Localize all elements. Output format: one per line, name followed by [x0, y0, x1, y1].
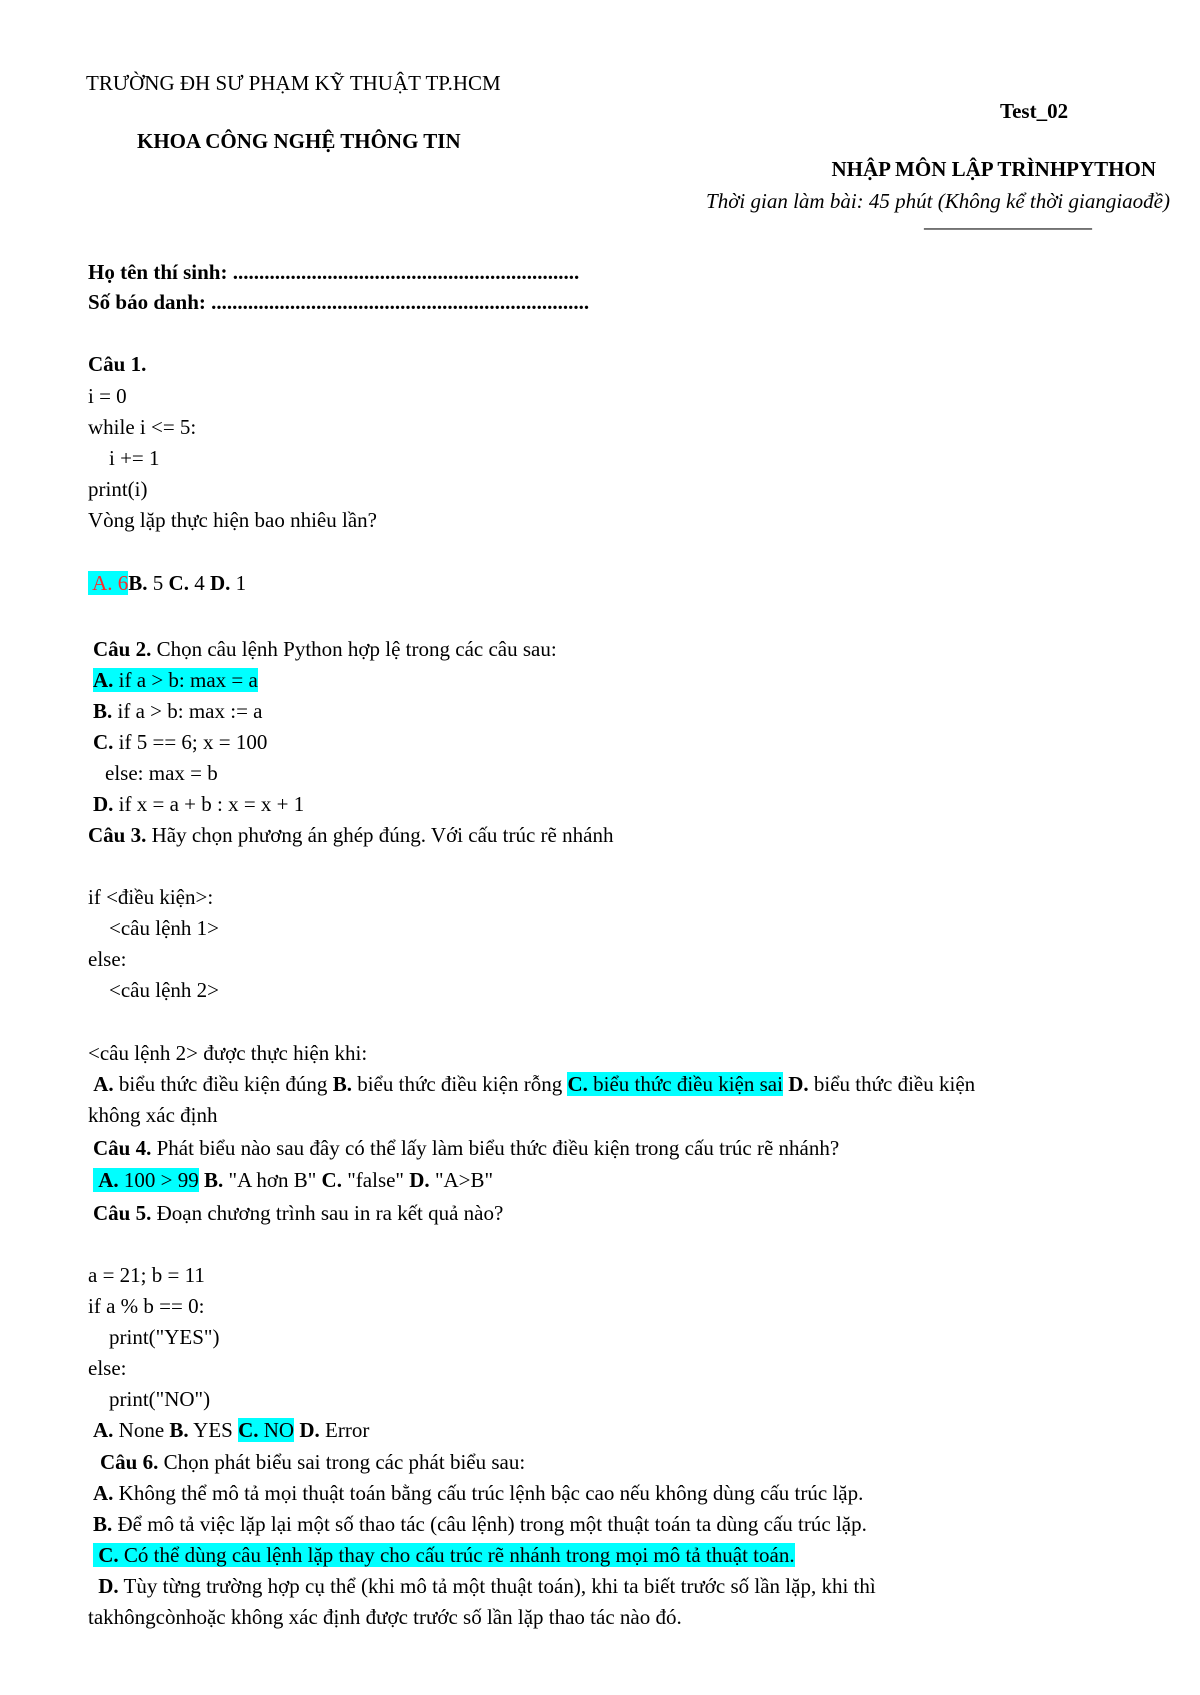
q6-option-b-value: Để mô tả việc lặp lại một số thao tác (câu lệnh) trong một thuật toán ta dùng cấu trúc lặp. — [112, 1512, 867, 1536]
q2-option-d-value: if x = a + b : x = x + 1 — [113, 792, 305, 816]
q1-option-b-key: B. — [128, 571, 148, 595]
candidate-name-label: Họ tên thí sinh: — [88, 260, 233, 284]
q3-code-line: <câu lệnh 2> — [88, 978, 219, 1002]
q6-option-c-value: Có thể dùng câu lệnh lặp thay cho cấu trúc rẽ nhánh trong mọi mô tả thuật toán. — [118, 1543, 795, 1567]
q2-option-b-key: B. — [93, 699, 113, 723]
q1-option-a-key: A. — [92, 571, 113, 595]
q5-code-line: print("YES") — [88, 1325, 220, 1349]
q1-option-a — [88, 571, 128, 595]
q2-option-c-value: if 5 == 6; x = 100 — [113, 730, 268, 754]
q3-code-line: if <điều kiện>: — [88, 885, 214, 909]
q6-option-c-key: C. — [98, 1543, 119, 1567]
q5-header — [93, 1200, 503, 1226]
q5-option-d-value: Error — [319, 1418, 370, 1442]
q5-option-a-key: A. — [93, 1418, 114, 1442]
subject-title: NHẬP MÔN LẬP TRÌNHPYTHON — [831, 157, 1156, 181]
q2-option-b — [93, 698, 263, 724]
q1-code-line: i = 0 — [88, 384, 127, 408]
q5-option-b-value: YES — [188, 1418, 239, 1442]
q3-option-b-value: biểu thức điều kiện rỗng — [351, 1072, 568, 1096]
q1-title: Câu 1. — [88, 352, 147, 376]
q1-question: Vòng lặp thực hiện bao nhiêu lần? — [88, 508, 377, 532]
q1-code-line: while i <= 5: — [88, 415, 197, 439]
q3-code-line: else: — [88, 947, 127, 971]
q4-option-c-value: "false" — [341, 1168, 410, 1192]
q2-option-a-key: A. — [93, 668, 114, 692]
q1-options — [88, 570, 246, 596]
q2-option-a — [93, 667, 258, 693]
q5-option-b-key: B. — [169, 1418, 189, 1442]
q2-option-d-key: D. — [93, 792, 114, 816]
q5-option-a-value: None — [113, 1418, 170, 1442]
q3-option-c-key: C. — [567, 1072, 588, 1096]
q5-code-line: a = 21; b = 11 — [88, 1263, 205, 1287]
q4-option-a-key: A. — [98, 1168, 119, 1192]
q3-option-a-key: A. — [93, 1072, 114, 1096]
q3-prompt: Hãy chọn phương án ghép đúng. Với cấu trúc rẽ nhánh — [146, 823, 614, 847]
q3-options — [88, 1071, 975, 1097]
q4-prompt: Phát biểu nào sau đây có thể lấy làm biểu thức điều kiện trong cấu trúc rẽ nhánh? — [151, 1136, 840, 1160]
q2-option-d — [93, 791, 304, 817]
q1-option-b-value: 5 — [147, 571, 169, 595]
q5-option-c-key: C. — [238, 1418, 259, 1442]
candidate-name-line — [88, 259, 579, 285]
q3-option-d-continued: không xác định — [88, 1103, 218, 1127]
q4-option-a-value: 100 > 99 — [118, 1168, 199, 1192]
q4-option-d-value: "A>B" — [429, 1168, 494, 1192]
q6-header — [100, 1449, 525, 1475]
candidate-name-dots: .................................................................. — [232, 260, 580, 284]
q6-option-d — [93, 1573, 876, 1599]
q6-title: Câu 6. — [100, 1450, 159, 1474]
q3-title: Câu 3. — [88, 823, 147, 847]
q5-prompt: Đoạn chương trình sau in ra kết quả nào? — [151, 1201, 504, 1225]
q3-header — [88, 822, 613, 848]
q2-prompt: Chọn câu lệnh Python hợp lệ trong các câu sau: — [151, 637, 557, 661]
q3-question: <câu lệnh 2> được thực hiện khi: — [88, 1041, 368, 1065]
q1-option-c-key: C. — [168, 571, 189, 595]
school-name: TRƯỜNG ĐH SƯ PHẠM KỸ THUẬT TP.HCM — [86, 71, 501, 95]
q5-options — [93, 1417, 369, 1443]
q3-option-c-value: biểu thức điều kiện sai — [587, 1072, 783, 1096]
q6-option-a-key: A. — [93, 1481, 114, 1505]
q6-option-a-value: Không thể mô tả mọi thuật toán bằng cấu trúc lệnh bậc cao nếu không dùng cấu trúc lặp. — [113, 1481, 864, 1505]
q3-option-d-value: biểu thức điều kiện — [808, 1072, 976, 1096]
q4-option-c-key: C. — [321, 1168, 342, 1192]
q2-option-b-value: if a > b: max := a — [112, 699, 263, 723]
q4-option-b-key: B. — [204, 1168, 224, 1192]
faculty-name: KHOA CÔNG NGHỆ THÔNG TIN — [137, 129, 461, 153]
q3-option-d-key: D. — [788, 1072, 809, 1096]
q5-code-line: if a % b == 0: — [88, 1294, 205, 1318]
header-rule: –––––––––––––––– — [924, 215, 1092, 239]
q3-code-line: <câu lệnh 1> — [88, 916, 219, 940]
q6-option-c — [93, 1542, 795, 1568]
q5-code-line: else: — [88, 1356, 127, 1380]
q6-option-d-key: D. — [98, 1574, 119, 1598]
q2-option-c — [93, 729, 267, 755]
q1-option-d-key: D. — [209, 571, 231, 595]
q5-option-c-value: NO — [258, 1418, 295, 1442]
q4-options — [93, 1167, 493, 1193]
q5-option-d-key: D. — [299, 1418, 320, 1442]
q2-option-c-else: else: max = b — [105, 761, 218, 785]
q3-option-b-key: B. — [332, 1072, 352, 1096]
q6-option-d-continued: takhôngcònhoặc không xác định được trước số lần lặp thao tác nào đó. — [88, 1605, 682, 1629]
candidate-id-line — [88, 289, 589, 315]
q1-option-d-value: 1 — [230, 571, 247, 595]
q1-option-a-value: 6 — [117, 571, 129, 595]
q4-option-d-key: D. — [409, 1168, 430, 1192]
q3-option-a-value: biểu thức điều kiện đúng — [113, 1072, 333, 1096]
q1-code-line: print(i) — [88, 477, 148, 501]
q6-prompt: Chọn phát biểu sai trong các phát biểu sau: — [158, 1450, 526, 1474]
q6-option-b — [93, 1511, 867, 1537]
q2-title: Câu 2. — [93, 637, 152, 661]
q4-option-b-value: "A hơn B" — [223, 1168, 322, 1192]
q1-code-line: i += 1 — [88, 446, 160, 470]
q5-code-line: print("NO") — [88, 1387, 211, 1411]
test-id: Test_02 — [1000, 99, 1069, 123]
candidate-id-dots: ........................................................................ — [211, 290, 590, 314]
q1-option-c-value: 4 — [188, 571, 210, 595]
time-limit: Thời gian làm bài: 45 phút (Không kể thời giangiaođề) — [706, 189, 1170, 213]
candidate-id-label: Số báo danh: — [88, 290, 212, 314]
q2-option-a-value: if a > b: max = a — [113, 668, 258, 692]
q5-title: Câu 5. — [93, 1201, 152, 1225]
q2-option-c-key: C. — [93, 730, 114, 754]
q4-title: Câu 4. — [93, 1136, 152, 1160]
q6-option-a — [93, 1480, 863, 1506]
q2-header — [93, 636, 557, 662]
q6-option-b-key: B. — [93, 1512, 113, 1536]
q4-header — [93, 1135, 839, 1161]
q6-option-d-value: Tùy từng trường hợp cụ thể (khi mô tả một thuật toán), khi ta biết trước số lần lặp, khi thì — [118, 1574, 876, 1598]
